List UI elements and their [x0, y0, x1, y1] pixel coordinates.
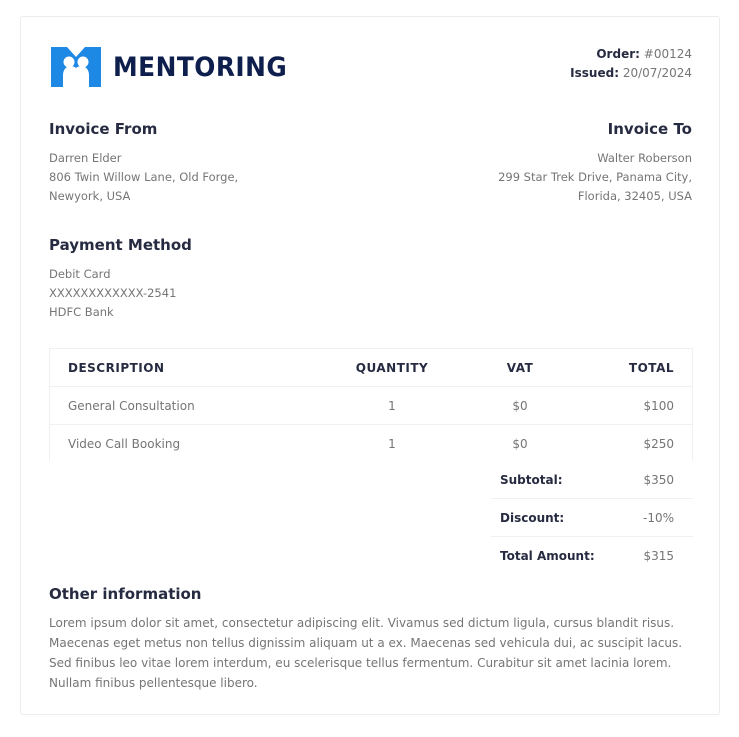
total-amount-row: Total Amount: $315 — [500, 549, 674, 563]
table-header-row — [49, 349, 693, 387]
item-vat: $0 — [512, 436, 528, 451]
item-description: Video Call Booking — [68, 436, 181, 451]
brand-logo[interactable] — [49, 45, 302, 89]
table-row — [49, 425, 693, 463]
mentoring-logo-icon — [49, 45, 103, 89]
item-quantity: 1 — [319, 387, 465, 425]
subtotal-row: Subtotal: $350 — [491, 461, 693, 499]
invoice-items-table — [49, 348, 693, 463]
order-meta — [570, 45, 692, 83]
table-row — [49, 387, 693, 425]
invoice-to — [498, 120, 692, 206]
item-total: $100 — [575, 387, 693, 425]
payment-type: Debit Card — [49, 267, 111, 281]
item-quantity: 1 — [388, 436, 396, 451]
col-description: DESCRIPTION — [49, 349, 319, 387]
other-information-text: Lorem ipsum dolor sit amet, consectetur adipiscing elit. Vivamus sed dictum ligula, cursus blandit risus. Maecenas eget metus non tellus dignissim aliquam ut a ex. Maecenas sed vehicula dui, ac suscipit lacus. Sed finibus leo vitae lorem interdum, eu scelerisque tellus fermentum. Curabitur sit amet lacinia lorem. Nullam finibus pellentesque libero. — [49, 616, 683, 690]
invoice-from-address: Darren Elder 806 Twin Willow Lane, Old Forge, Newyork, USA — [49, 151, 239, 203]
invoice-card — [20, 16, 720, 715]
invoice-from — [49, 120, 238, 206]
invoice-to-address: Walter Roberson 299 Star Trek Drive, Panama City, Florida, 32405, USA — [498, 151, 692, 203]
totals-summary — [491, 461, 693, 575]
discount-row: Discount: -10% — [491, 499, 693, 537]
col-quantity: QUANTITY — [319, 349, 465, 387]
bank-name: HDFC Bank — [49, 305, 114, 319]
brand-name: MENTORING — [113, 51, 288, 83]
item-total: $250 — [643, 436, 674, 451]
col-total: TOTAL — [575, 349, 693, 387]
payment-details — [49, 265, 192, 322]
card-number: XXXXXXXXXXXX-2541 — [49, 286, 177, 300]
other-information-title: Other information — [49, 585, 202, 603]
invoice-to-title: Invoice To — [607, 120, 692, 138]
invoice-from-title: Invoice From — [49, 120, 158, 138]
payment-method-title: Payment Method — [49, 236, 192, 254]
payment-method — [49, 236, 192, 322]
item-description: General Consultation — [49, 387, 319, 425]
order-number: Order: #00124 — [596, 47, 692, 61]
issued-date: Issued: 20/07/2024 — [570, 66, 692, 80]
other-information — [49, 585, 689, 693]
item-vat: $0 — [465, 387, 575, 425]
col-vat: VAT — [465, 349, 575, 387]
